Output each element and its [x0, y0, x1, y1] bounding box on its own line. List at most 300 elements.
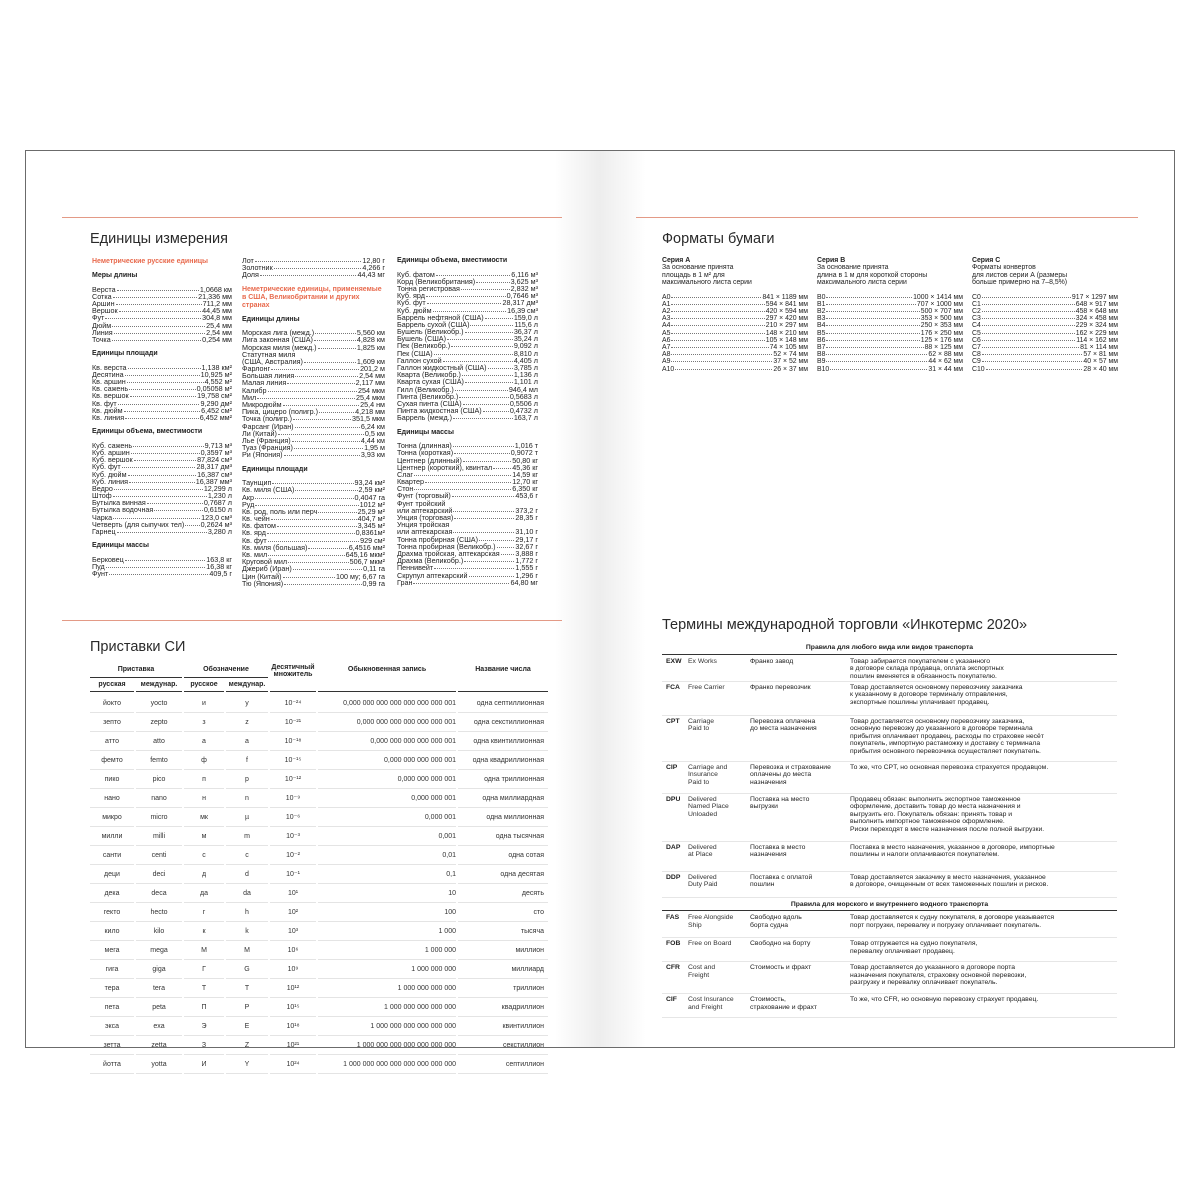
unit-name: Четверть (для сыпучих тел) — [92, 519, 185, 529]
unit-value: 44 × 62 мм — [928, 358, 963, 366]
table-line — [458, 691, 548, 692]
unit-value: 946,4 мл — [508, 384, 538, 394]
unit-value: 404,7 м² — [357, 514, 385, 524]
table-cell: нано — [90, 789, 134, 808]
unit-value: 351,5 мкм — [351, 414, 385, 424]
leader-dots — [462, 375, 513, 376]
leader-dots — [453, 418, 513, 419]
unit-name: Кв. фут — [242, 535, 267, 545]
leader-dots — [274, 268, 362, 269]
unit-name: A9 — [662, 358, 671, 366]
unit-name: C10 — [972, 365, 985, 373]
unit-name: Куб. линия — [92, 476, 129, 486]
unit-row — [972, 344, 1118, 351]
leader-dots — [125, 375, 200, 376]
description-line: Товар доставляется до указанного в договоре порта — [850, 964, 1016, 972]
unit-value: 64,80 мг — [510, 577, 538, 587]
unit-name: Гилл (Великобр.) — [397, 384, 454, 394]
unit-value: 16,38 кг — [206, 562, 232, 571]
english-line: and Freight — [688, 1003, 723, 1011]
table-cell: милли — [90, 827, 134, 846]
unit-name: Тонна (короткая) — [397, 448, 454, 458]
unit-name: C0 — [972, 293, 981, 301]
leader-dots — [982, 297, 1071, 298]
unit-row — [817, 351, 963, 358]
unit-name: B3 — [817, 315, 826, 323]
unit-row — [972, 358, 1118, 365]
leader-dots — [118, 404, 200, 405]
leader-dots — [112, 340, 201, 341]
unit-value: 2,59 км² — [358, 485, 385, 495]
unit-value: 3,888 г — [515, 548, 538, 558]
russian-line: Франко завод — [750, 657, 794, 665]
incoterm-code: CIF — [666, 996, 677, 1004]
table-cell: одна секстиллионная — [458, 713, 548, 732]
unit-row — [662, 344, 808, 351]
table-cell: c — [226, 846, 268, 865]
incoterm-code: EXW — [666, 657, 682, 665]
incoterm-row — [662, 844, 1117, 872]
description-line: основную перевозку до указанного в договоре терминала — [850, 725, 1033, 733]
leader-dots — [476, 282, 509, 283]
unit-name: B6 — [817, 336, 826, 344]
unit-name: Берковец — [92, 554, 124, 564]
unit-value: 1,772 г — [515, 556, 538, 566]
unit-row — [817, 308, 963, 315]
unit-value: 31 × 44 мм — [928, 365, 963, 373]
leader-dots — [260, 275, 357, 276]
table-cell: триллион — [458, 979, 548, 998]
unit-name: Верста — [92, 284, 116, 294]
series-desc: площадь в 1 м² для — [662, 271, 725, 279]
table-cell: 0,000 000 000 000 001 — [318, 751, 456, 770]
series-heading: Серия С — [972, 257, 1001, 264]
unit-value: 594 × 841 мм — [765, 300, 808, 308]
leader-dots — [982, 325, 1075, 326]
unit-value: 8,810 л — [513, 348, 538, 358]
leader-dots — [154, 510, 202, 511]
table-cell: exa — [136, 1017, 182, 1036]
unit-row — [972, 308, 1118, 315]
group-heading: Единицы массы — [397, 428, 454, 436]
leader-dots — [130, 396, 196, 397]
rule-heading: Правила для любого вида или видов транспорта — [662, 643, 1117, 655]
leader-dots — [105, 318, 201, 319]
description-line: выгрузить его. Покупатель обязан: принять товар и — [850, 810, 1013, 818]
leader-dots — [470, 325, 513, 326]
table-cell: nano — [136, 789, 182, 808]
unit-value: 3,280 л — [207, 527, 232, 537]
leader-dots — [982, 333, 1075, 334]
unit-value: 10,925 м² — [200, 369, 232, 379]
unit-value: 1,138 км² — [201, 362, 232, 372]
units-column-3 — [397, 257, 538, 586]
leader-dots — [255, 505, 358, 506]
unit-value: 35,24 л — [513, 334, 538, 344]
unit-name: A5 — [662, 329, 671, 337]
table-line — [270, 691, 316, 692]
group-heading: Единицы площади — [242, 465, 308, 473]
table-cell: a — [226, 732, 268, 751]
leader-dots — [129, 389, 196, 390]
description-line: Поставка в место назначения, указанное в договоре, импортные — [850, 843, 1055, 851]
leader-dots — [257, 398, 355, 399]
unit-name: Морская лига (межд.) — [242, 328, 315, 338]
unit-value: 373,2 г — [515, 505, 538, 515]
table-cell: Z — [226, 1036, 268, 1055]
unit-value: 500 × 707 мм — [920, 308, 963, 315]
leader-dots — [671, 354, 772, 355]
table-cell: 10⁻¹² — [270, 770, 316, 789]
russian-line: Стоимость и фрахт — [750, 964, 812, 972]
table-cell: zetta — [136, 1036, 182, 1055]
unit-name: Тю (Япония) — [242, 578, 284, 588]
description-line: покупатель, импортную растаможку и доставку с терминала — [850, 740, 1041, 748]
incoterm-code: CPT — [666, 717, 680, 725]
incoterm-code: CIP — [666, 763, 678, 771]
unit-value: 37 × 52 мм — [773, 358, 808, 366]
leader-dots — [453, 511, 514, 512]
unit-name: Кв. фатом — [242, 521, 276, 531]
unit-value: 6,24 км — [360, 421, 385, 431]
unit-value: 0,99 га — [362, 578, 385, 588]
unit-name: Вершок — [92, 306, 118, 316]
unit-row — [817, 337, 963, 344]
incoterm-row — [662, 914, 1117, 938]
table-cell: M — [226, 941, 268, 960]
leader-dots — [283, 577, 335, 578]
leader-dots — [278, 434, 364, 435]
unit-value: 3,345 м² — [357, 521, 385, 531]
unit-value: 28,35 г — [515, 513, 538, 522]
table-cell: 10⁻⁹ — [270, 789, 316, 808]
col-subheader: русская — [98, 681, 126, 688]
table-line — [90, 691, 134, 692]
russian-line: Поставка на место — [750, 795, 810, 803]
table-cell: одна миллионная — [458, 808, 548, 827]
unit-value: 28 × 40 мм — [1083, 365, 1118, 373]
series-desc: максимального листа серии — [817, 279, 907, 287]
table-cell: ф — [184, 751, 224, 770]
leader-dots — [982, 304, 1075, 305]
series-desc: Форматы конвертов — [972, 264, 1036, 272]
leader-dots — [433, 311, 507, 312]
col-header: Обозначение — [203, 666, 249, 673]
table-line — [184, 677, 268, 678]
table-cell: y — [226, 694, 268, 713]
english-line: Paid to — [688, 725, 710, 733]
unit-name: B0 — [817, 293, 826, 301]
table-cell: 10¹² — [270, 979, 316, 998]
leader-dots — [826, 311, 919, 312]
english-line: Named Place — [688, 803, 729, 811]
table-cell: n — [226, 789, 268, 808]
table-cell: г — [184, 903, 224, 922]
incoterm-description — [850, 874, 1117, 897]
unit-name: Гарнец — [92, 527, 116, 537]
unit-name: Пинта жидкостная (США) — [397, 406, 482, 416]
unit-name: Фунт (торговый) — [397, 491, 451, 501]
leader-dots — [271, 369, 359, 370]
table-cell: одна тысячная — [458, 827, 548, 846]
leader-dots — [497, 547, 515, 548]
unit-name: Штоф — [92, 491, 112, 501]
unit-value: 25,29 м² — [357, 506, 385, 516]
incoterms-table — [662, 643, 1117, 1020]
incoterm-russian — [750, 996, 850, 1017]
unit-row — [817, 294, 963, 301]
unit-value: 87,824 см³ — [197, 455, 232, 465]
unit-value: 0,4047 га — [354, 492, 385, 502]
unit-name: B9 — [817, 358, 826, 366]
unit-row — [662, 337, 808, 344]
table-cell: санти — [90, 846, 134, 865]
russian-line: Перевозка и страхование — [750, 763, 831, 771]
table-cell: µ — [226, 808, 268, 827]
leader-dots — [671, 347, 768, 348]
unit-value: 0,3597 м³ — [200, 447, 232, 457]
leader-dots — [426, 296, 506, 297]
table-cell: zepto — [136, 713, 182, 732]
unit-name: Кв. миля (США) — [242, 485, 295, 495]
unit-name: Статутная миля — [242, 349, 296, 359]
incoterm-description — [850, 940, 1117, 961]
incoterm-russian — [750, 914, 850, 937]
leader-dots — [443, 361, 513, 362]
incoterm-row — [662, 964, 1117, 994]
description-line: оформление, доставить товар до места назначения и — [850, 803, 1021, 811]
description-line: Продавец обязан: выполнить экспортное таможенное — [850, 795, 1021, 803]
incoterm-row — [662, 874, 1117, 898]
spacer — [817, 287, 963, 294]
unit-row — [397, 579, 538, 586]
units-subtitle-2: Неметрические единицы, применяемые в США, Великобритании и других странах — [242, 285, 382, 309]
group-heading: Единицы объема, вместимости — [92, 428, 203, 436]
leader-dots — [671, 333, 764, 334]
unit-name: C7 — [972, 343, 981, 351]
english-line: Duty Paid — [688, 881, 718, 889]
unit-name: B10 — [817, 365, 830, 373]
leader-dots — [133, 446, 204, 447]
leader-dots — [295, 427, 360, 428]
leader-dots — [293, 569, 362, 570]
description-line: То же, что CFR, но основную перевозку страхует продавец. — [850, 996, 1039, 1004]
units-column-1 — [92, 258, 232, 577]
col-header: Название числа — [475, 666, 531, 673]
leader-dots — [826, 361, 927, 362]
description-line: выполнить импортное таможенное оформление. — [850, 818, 1005, 826]
unit-name: C9 — [972, 358, 981, 366]
unit-name: Бутылка водочная — [92, 505, 154, 515]
unit-name: Куб. ярд — [397, 291, 425, 301]
leader-dots — [427, 303, 502, 304]
table-cell: м — [184, 827, 224, 846]
description-line: Товар доставляется к судну покупателя, в договоре указывается — [850, 914, 1055, 922]
english-line: Free Alongside — [688, 914, 734, 922]
unit-name: Тонна пробирная (Великобр.) — [397, 541, 496, 551]
unit-row — [242, 271, 385, 278]
incoterm-code: CFR — [666, 964, 680, 972]
incoterm-row — [662, 940, 1117, 962]
units-title: Единицы измерения — [90, 231, 228, 247]
group-heading: Единицы объема, вместимости — [397, 257, 508, 264]
description-line: прибытия основного перевозчика осуществляет покупатель. — [850, 747, 1041, 755]
unit-name: Цин (Китай) — [242, 571, 282, 581]
table-cell: P — [226, 998, 268, 1017]
unit-row — [817, 322, 963, 329]
russian-line: пошлин — [750, 881, 775, 889]
leader-dots — [283, 405, 360, 406]
table-cell: hecto — [136, 903, 182, 922]
table-cell: И — [184, 1055, 224, 1074]
table-cell: centi — [136, 846, 182, 865]
unit-value: 4,552 м² — [204, 377, 232, 387]
col-header: Приставка — [117, 666, 155, 673]
unit-name: Точка — [92, 334, 111, 344]
unit-name: C5 — [972, 329, 981, 337]
unit-value: 506,7 мкм² — [349, 557, 385, 567]
table-cell: 10⁻² — [270, 846, 316, 865]
incoterm-russian — [750, 874, 850, 897]
leader-dots — [319, 412, 354, 413]
unit-name: Дюйм — [92, 320, 112, 330]
table-cell: 0,000 001 — [318, 808, 456, 827]
unit-value: 1,555 г — [515, 563, 538, 573]
incoterm-english — [688, 914, 750, 937]
leader-dots — [455, 390, 508, 391]
description-line: Риски переходят в месте назначения после полной выгрузки. — [850, 825, 1045, 833]
left-page — [26, 151, 600, 1068]
leader-dots — [114, 333, 206, 334]
unit-name: Фарлонг — [242, 364, 271, 374]
russian-line: Поставка с оплатой — [750, 873, 813, 881]
unit-row — [972, 337, 1118, 344]
prefix-rule — [62, 620, 562, 621]
table-cell: секстиллион — [458, 1036, 548, 1055]
unit-name: Баррель сухой (США) — [397, 319, 470, 329]
unit-name: Морская миля (межд.) — [242, 342, 317, 352]
col-subheader: русское — [190, 681, 218, 688]
unit-name: B7 — [817, 343, 826, 351]
unit-name: Лот — [242, 256, 254, 265]
table-cell: да — [184, 884, 224, 903]
incoterms-title: Термины международной торговли «Инкотермс 2020» — [662, 617, 1028, 633]
table-cell: giga — [136, 960, 182, 979]
english-line: Delivered — [688, 843, 717, 851]
unit-name: Тонна пробирная (США) — [397, 534, 478, 544]
paper-series — [662, 257, 808, 373]
unit-value: 28,317 дм³ — [196, 462, 232, 472]
table-cell: к — [184, 922, 224, 941]
unit-name: Пика, цицеро (полигр.) — [242, 407, 318, 417]
unit-value: 57 × 81 мм — [1083, 351, 1118, 359]
leader-dots — [109, 574, 208, 575]
leader-dots — [255, 261, 362, 262]
leader-dots — [671, 311, 764, 312]
unit-value: 50,80 кг — [512, 455, 538, 465]
unit-row — [817, 315, 963, 322]
description-line: назначения покупателя, страховку основной перевозки, — [850, 971, 1027, 979]
leader-dots — [451, 346, 513, 347]
english-line: Unloaded — [688, 810, 718, 818]
table-cell: одна сотая — [458, 846, 548, 865]
unit-value: 1012 м² — [359, 499, 385, 509]
unit-name: Галлон сухой — [397, 355, 442, 365]
table-line — [318, 691, 456, 692]
table-cell: зетта — [90, 1036, 134, 1055]
table-cell: 1 000 000 000 000 000 000 000 — [318, 1036, 456, 1055]
leader-dots — [982, 347, 1079, 348]
table-cell: йокто — [90, 694, 134, 713]
unit-name: Доля — [242, 270, 259, 280]
unit-row — [662, 351, 808, 358]
english-line: Freight — [688, 971, 710, 979]
unit-value: 3,93 км — [360, 450, 385, 460]
incoterm-english — [688, 718, 750, 761]
unit-row — [92, 414, 232, 421]
table-cell: Г — [184, 960, 224, 979]
unit-value: 105 × 148 мм — [765, 336, 808, 344]
table-cell: 0,001 — [318, 827, 456, 846]
unit-name: Кварта (Великобр.) — [397, 370, 461, 380]
unit-name: Куб. фатом — [397, 269, 435, 279]
table-cell: 10⁶ — [270, 941, 316, 960]
unit-name: A1 — [662, 300, 671, 308]
table-cell: yocto — [136, 694, 182, 713]
leader-dots — [284, 584, 361, 585]
unit-value: 0,5 км — [364, 428, 385, 438]
unit-value: 36,37 л — [513, 327, 538, 337]
incoterm-row — [662, 718, 1117, 762]
table-cell: peta — [136, 998, 182, 1017]
unit-row — [972, 315, 1118, 322]
unit-name: Унция (торговая) — [397, 513, 454, 522]
spacer — [92, 343, 232, 350]
leader-dots — [671, 340, 764, 341]
table-cell: pico — [136, 770, 182, 789]
unit-name: или аптекарская — [397, 527, 453, 537]
table-cell: с — [184, 846, 224, 865]
leader-dots — [413, 583, 509, 584]
table-cell: 1 000 000 000 000 000 000 000 000 — [318, 1055, 456, 1074]
unit-name: Драхма (Великобр.) — [397, 556, 464, 566]
unit-value: 353 × 500 мм — [920, 315, 963, 323]
russian-line: Стоимость, — [750, 996, 786, 1004]
unit-name: Скрупул аптекарский — [397, 570, 468, 580]
unit-value: 458 × 648 мм — [1075, 308, 1118, 315]
table-cell: одна септиллионная — [458, 694, 548, 713]
table-cell: гекто — [90, 903, 134, 922]
table-cell: з — [184, 713, 224, 732]
description-line: Товар забирается покупателем с указанного — [850, 657, 991, 665]
leader-dots — [671, 325, 764, 326]
table-cell: 0,000 000 000 000 000 000 001 — [318, 713, 456, 732]
table-cell: зепто — [90, 713, 134, 732]
unit-value: 1,0668 км — [199, 284, 232, 294]
table-cell: микро — [90, 808, 134, 827]
unit-name: C4 — [972, 322, 981, 330]
unit-value: 0,05058 м² — [196, 384, 232, 394]
unit-value: 6,350 кг — [512, 484, 538, 494]
table-cell: 10²¹ — [270, 1036, 316, 1055]
leader-dots — [127, 382, 204, 383]
unit-value: 14,59 кг — [512, 469, 538, 479]
table-cell: f — [226, 751, 268, 770]
unit-name: Тонна регистровая — [397, 283, 460, 293]
table-cell: Т — [184, 979, 224, 998]
unit-value: 44,45 мм — [202, 306, 232, 316]
incoterm-code: DDP — [666, 873, 681, 881]
